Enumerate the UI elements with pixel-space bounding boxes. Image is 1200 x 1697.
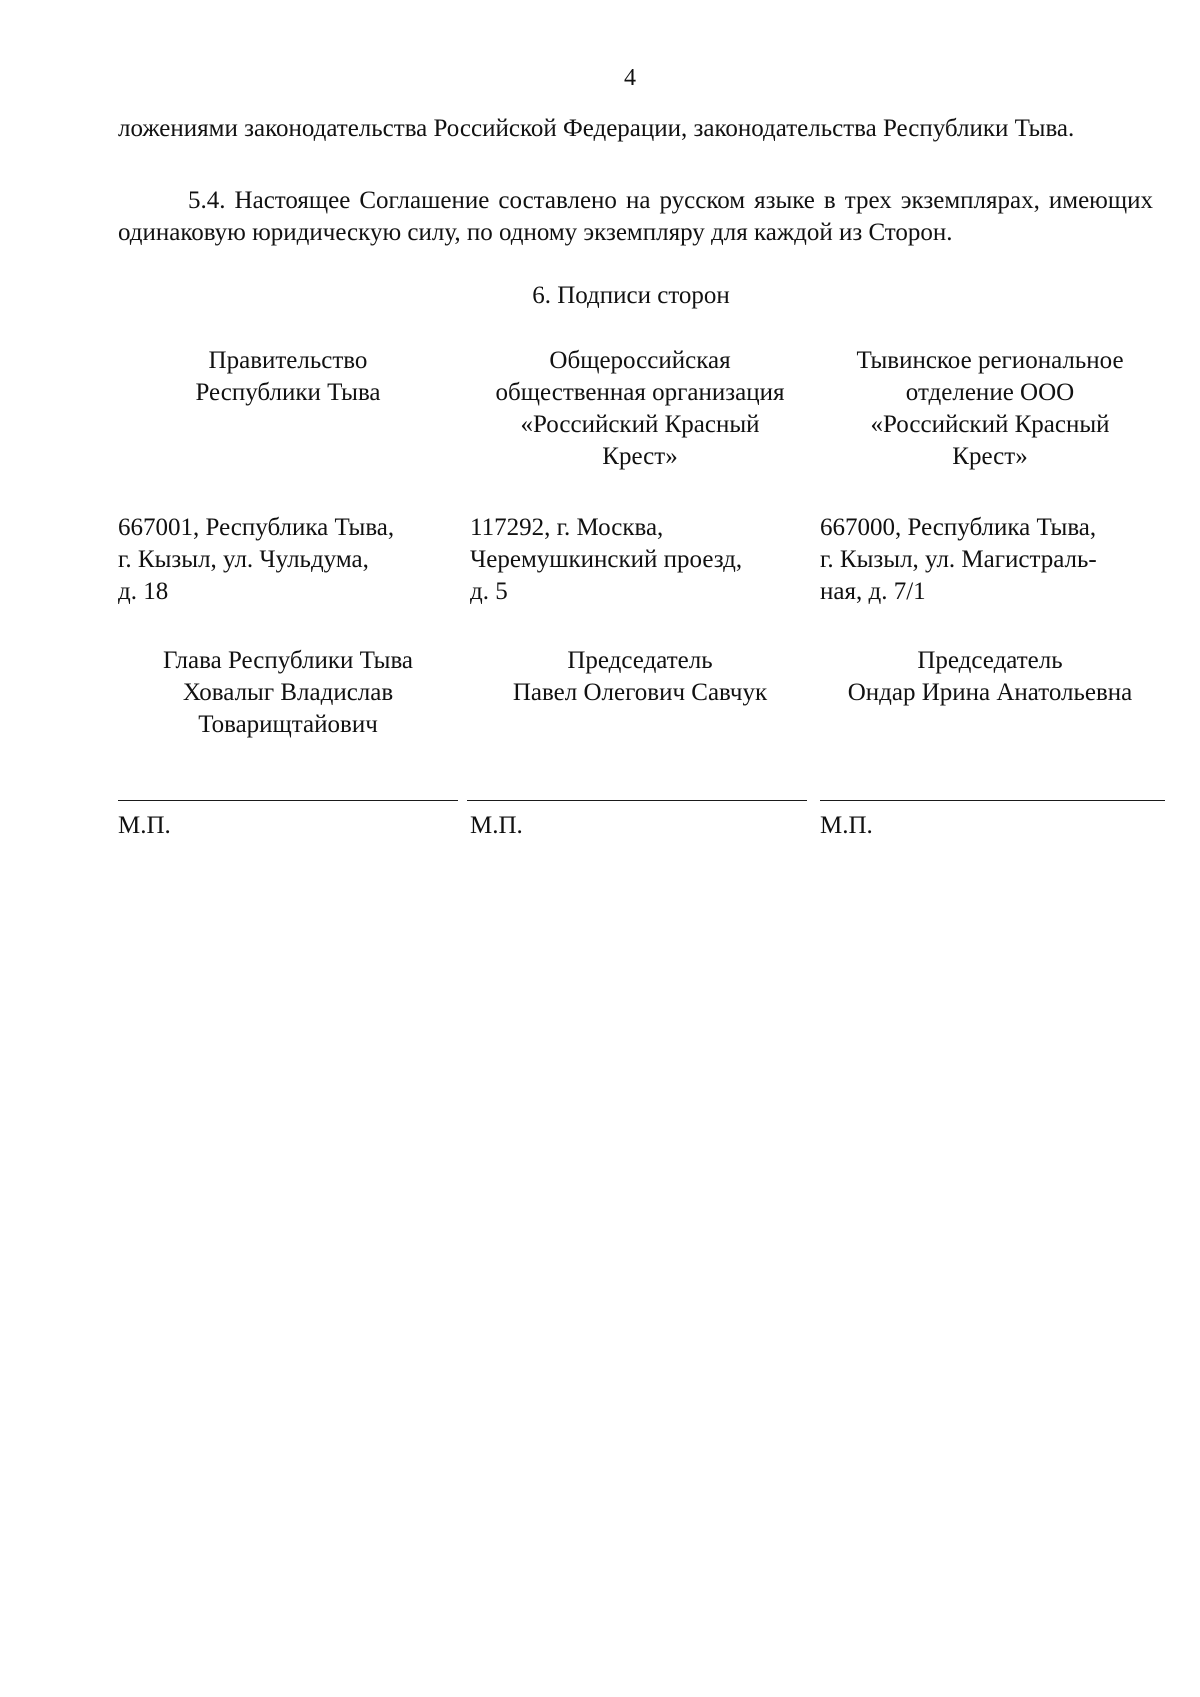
party-2-org-line: Крест» xyxy=(602,443,678,470)
party-2-organization xyxy=(470,345,810,473)
party-2-org-line: общественная организация xyxy=(495,379,785,406)
party-1-signatory-line: Товарищтайович xyxy=(198,711,378,738)
party-3-org-line: Крест» xyxy=(952,443,1028,470)
party-3-address-line: 667000, Республика Тыва, xyxy=(820,514,1097,541)
party-2-signatory xyxy=(470,645,810,709)
party-1-address xyxy=(118,512,458,608)
party-2-signature-line xyxy=(467,800,807,801)
party-3-org-line: «Российский Красный xyxy=(870,411,1110,438)
party-2-org-line: Общероссийская xyxy=(549,347,731,374)
party-1-org-line: Республики Тыва xyxy=(195,379,381,406)
party-2-signatory-line: Павел Олегович Савчук xyxy=(512,679,768,706)
party-1-address-line: 667001, Республика Тыва, xyxy=(118,514,395,541)
party-1-organization xyxy=(118,345,458,409)
party-3-address xyxy=(820,512,1160,608)
paragraph-5-4: 5.4. Настоящее Соглашение составлено на русском языке в трех экземплярах, имеющих одинаковую юридическую силу, по одному экземпляру для каждой из Сторон. xyxy=(118,187,1153,246)
party-1-address-line: д. 18 xyxy=(118,578,169,605)
party-2-address xyxy=(470,512,810,608)
party-2-seal-mark: М.П. xyxy=(470,812,523,839)
party-2-address-line: д. 5 xyxy=(470,578,508,605)
party-1-seal-mark: М.П. xyxy=(118,812,171,839)
party-2-address-line: 117292, г. Москва, xyxy=(470,514,664,541)
party-2-address-line: Черемушкинский проезд, xyxy=(470,546,743,573)
party-1-signatory-line: Ховалыг Владислав xyxy=(182,679,394,706)
party-3-address-line: ная, д. 7/1 xyxy=(820,578,926,605)
party-3-address-line: г. Кызыл, ул. Магистраль- xyxy=(820,546,1097,573)
paragraph-continuation: ложениями законодательства Российской Федерации, законодательства Республики Тыва. xyxy=(118,115,1075,142)
party-1-org-line: Правительство xyxy=(208,347,368,374)
party-3-org-line: отделение ООО xyxy=(905,379,1075,406)
page-number: 4 xyxy=(624,65,636,91)
section-heading-signatures: 6. Подписи сторон xyxy=(532,282,730,309)
party-3-signature-line xyxy=(820,800,1165,801)
party-1-address-line: г. Кызыл, ул. Чульдума, xyxy=(118,546,369,573)
party-3-org-line: Тывинское региональное xyxy=(856,347,1124,374)
party-2-signatory-line: Председатель xyxy=(567,647,713,674)
party-3-signatory-line: Ондар Ирина Анатольевна xyxy=(847,679,1133,706)
party-3-seal-mark: М.П. xyxy=(820,812,873,839)
party-3-organization xyxy=(820,345,1160,473)
party-1-signatory xyxy=(118,645,458,741)
party-3-signatory xyxy=(820,645,1160,709)
party-1-signature-line xyxy=(118,800,458,801)
party-2-org-line: «Российский Красный xyxy=(520,411,760,438)
party-1-signatory-line: Глава Республики Тыва xyxy=(162,647,414,674)
party-3-signatory-line: Председатель xyxy=(917,647,1063,674)
